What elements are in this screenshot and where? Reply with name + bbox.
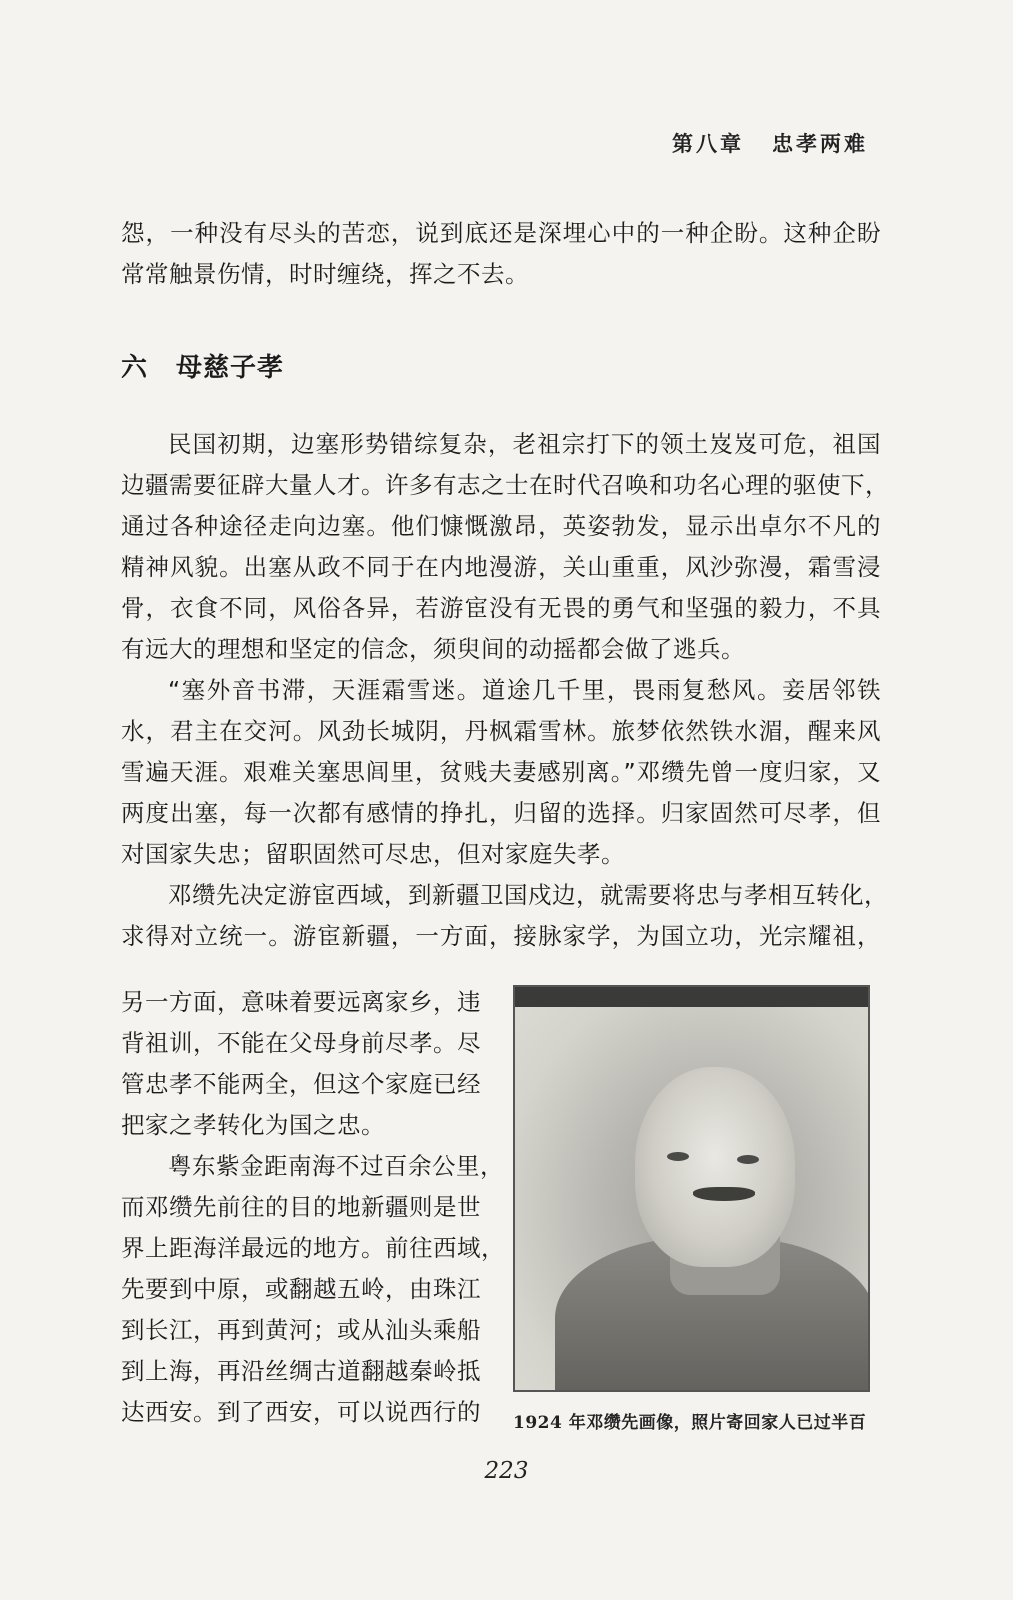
- text-line: 另一方面，意味着要远离家乡，违: [121, 988, 481, 1016]
- portrait-head: [635, 1067, 795, 1267]
- section-heading: [121, 347, 284, 384]
- portrait-eye: [667, 1152, 689, 1161]
- text-line: 邓缵先决定游宦西域，到新疆卫国戍边，就需要将忠与孝相互转化，: [168, 881, 888, 909]
- continued-paragraph: [121, 213, 881, 295]
- portrait-eye: [737, 1155, 759, 1164]
- text-line: 两度出塞，每一次都有感情的挣扎，归留的选择。归家固然可尽孝，但: [121, 799, 881, 827]
- text-line: 边疆需要征辟大量人才。许多有志之士在时代召唤和功名心理的驱使下，: [121, 471, 889, 499]
- text-line: 民国初期，边塞形势错综复杂，老祖宗打下的领土岌岌可危，祖国: [168, 430, 881, 458]
- text-line: 怨，一种没有尽头的苦恋，说到底还是深埋心中的一种企盼。这种企盼: [121, 219, 881, 247]
- chapter-label: 第八章: [672, 131, 744, 156]
- portrait-moustache: [693, 1187, 755, 1201]
- text-line: 求得对立统一。游宦新疆，一方面，接脉家学，为国立功，光宗耀祖，: [121, 922, 881, 950]
- text-line: 常常触景伤情，时时缠绕，挥之不去。: [121, 260, 529, 288]
- portrait-photo: [513, 985, 870, 1392]
- text-line: 粤东紫金距南海不过百余公里，: [168, 1152, 504, 1180]
- text-line: 精神风貌。出塞从政不同于在内地漫游，关山重重，风沙弥漫，霜雪浸: [121, 553, 881, 581]
- photo-caption: 1924 年邓缵先画像，照片寄回家人已过半百: [513, 1413, 867, 1433]
- text-line: 管忠孝不能两全，但这个家庭已经: [121, 1070, 481, 1098]
- wrapped-text: [121, 982, 505, 1433]
- text-line: 而邓缵先前往的目的地新疆则是世: [121, 1193, 481, 1221]
- chapter-title: 忠孝两难: [772, 131, 868, 156]
- section-number: 六: [121, 353, 149, 383]
- main-text: [121, 424, 889, 957]
- text-line: 雪遍天涯。艰难关塞思闾里，贫贱夫妻感别离。”邓缵先曾一度归家，又: [121, 758, 881, 786]
- text-line: 到上海，再沿丝绸古道翻越秦岭抵: [121, 1357, 481, 1385]
- text-line: 对国家失忠；留职固然可尽忠，但对家庭失孝。: [121, 840, 625, 868]
- page-number: 223: [484, 1458, 529, 1484]
- text-line: 界上距海洋最远的地方。前往西域，: [121, 1234, 505, 1262]
- section-title: 母慈子孝: [176, 353, 285, 383]
- photo-header-strip: [515, 987, 868, 1007]
- text-line: 到长江，再到黄河；或从汕头乘船: [121, 1316, 481, 1344]
- text-line: 有远大的理想和坚定的信念，须臾间的动摇都会做了逃兵。: [121, 635, 745, 663]
- text-line: 骨，衣食不同，风俗各异，若游宦没有无畏的勇气和坚强的毅力，不具: [121, 594, 881, 622]
- text-line: “塞外音书滞，天涯霜雪迷。道途几千里，畏雨复愁风。妾居邻铁: [168, 676, 881, 704]
- text-line: 通过各种途径走向边塞。他们慷慨激昂，英姿勃发，显示出卓尔不凡的: [121, 512, 881, 540]
- text-line: 达西安。到了西安，可以说西行的: [121, 1398, 481, 1426]
- text-line: 先要到中原，或翻越五岭，由珠江: [121, 1275, 481, 1303]
- text-line: 背祖训，不能在父母身前尽孝。尽: [121, 1029, 481, 1057]
- text-line: 把家之孝转化为国之忠。: [121, 1111, 385, 1139]
- text-line: 水，君主在交河。风劲长城阴，丹枫霜雪林。旅梦依然铁水湄，醒来风: [121, 717, 881, 745]
- running-head: [672, 128, 868, 158]
